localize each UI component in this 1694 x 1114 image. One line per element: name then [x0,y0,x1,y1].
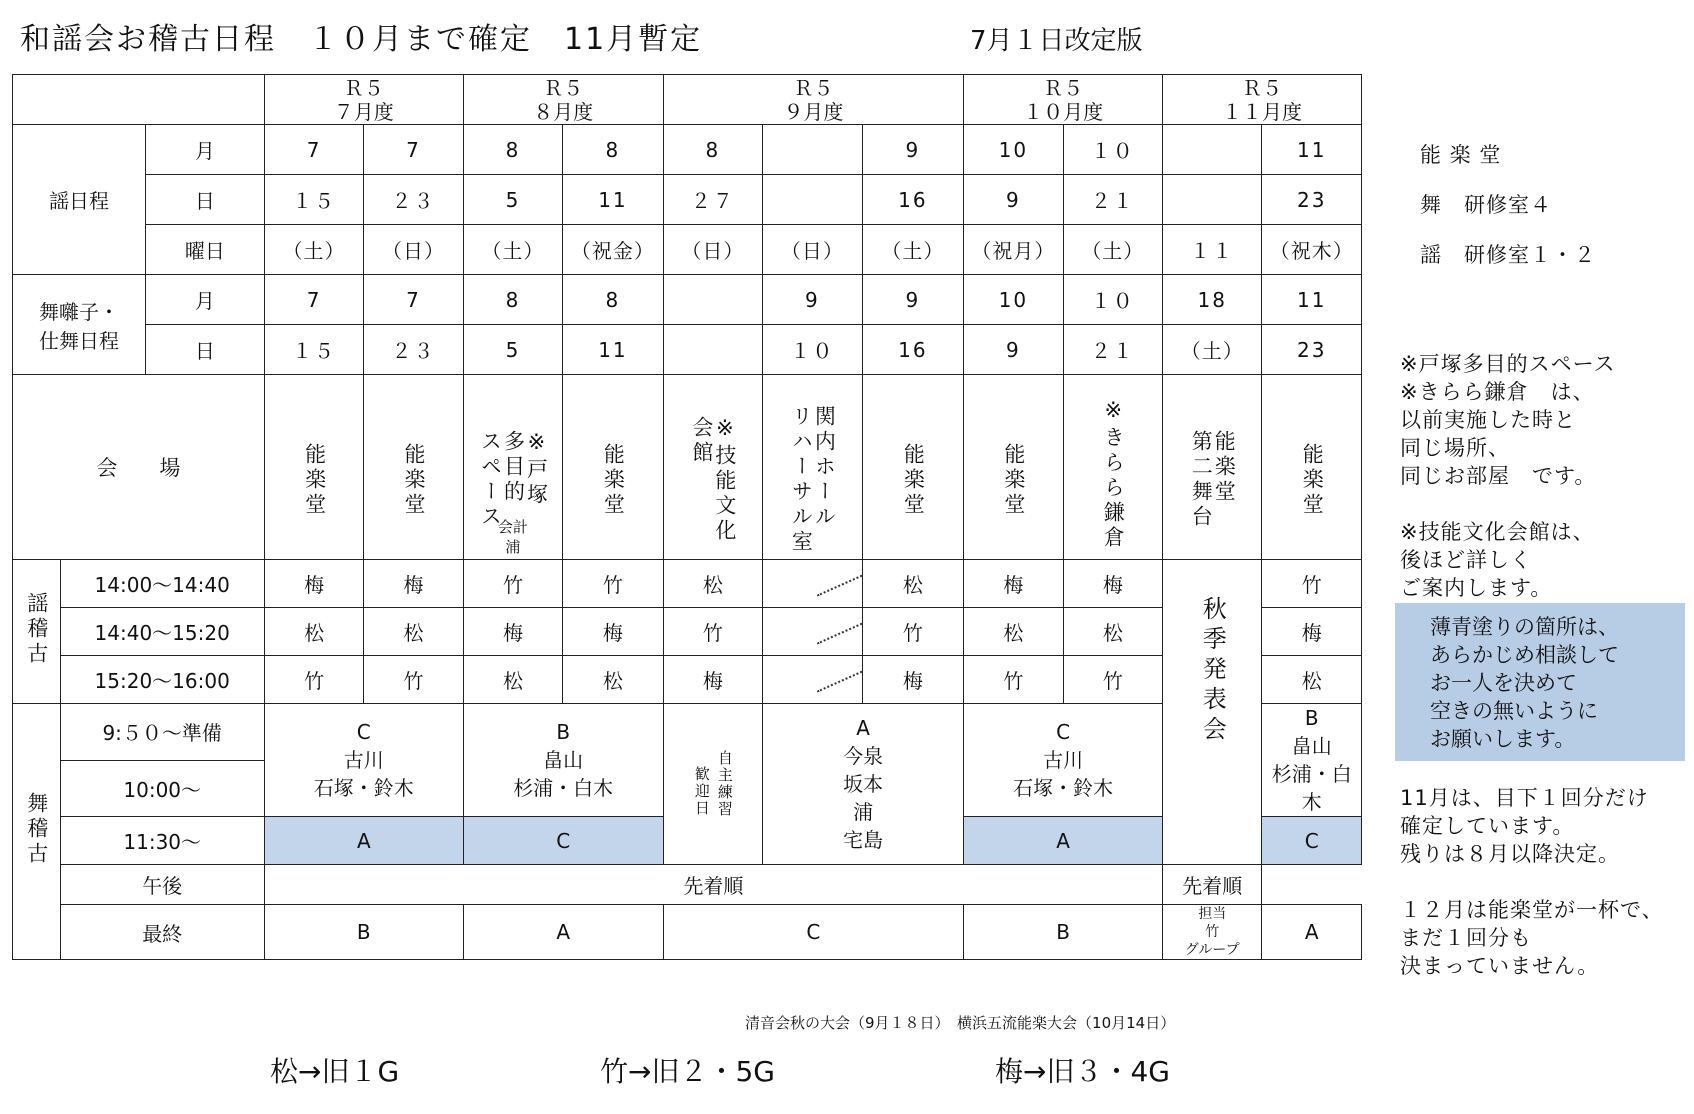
room-item: 能 楽 堂 [1420,143,1502,167]
autumn-event-cell: 秋季発表会 [1163,560,1262,865]
final-sep: C [663,905,963,960]
utai-day-cell: 9 [964,175,1063,225]
utai-month-cell: 11 [1262,125,1362,175]
utai-slot-cell: 竹 [364,656,463,704]
mai-day-cell: １０ [763,325,862,375]
venue-note: 会計 浦 [497,518,528,556]
mai-month-cell: 8 [463,275,562,325]
mai-late-aug: C [463,817,663,865]
utai-day-cell: 11 [563,175,664,225]
afternoon-row [13,865,1362,905]
utai-slot-cell: 竹 [663,608,762,656]
schedule-table [12,74,1362,960]
mai-day-cell: ２３ [364,325,463,375]
utai-month-cell [1163,125,1262,175]
mai-month-row [13,275,1362,325]
utai-slot-cell: 梅 [964,560,1063,608]
legend-take: 竹→旧２・5G [600,1055,775,1088]
utai-slot-time: 14:40～15:20 [60,608,264,656]
rooms-list [1420,130,1596,280]
utai-schedule-label: 謡日程 [13,125,146,275]
mai-schedule-label: 舞囃子・ 仕舞日程 [13,275,146,375]
mai-month-cell: 11 [1262,275,1362,325]
utai-slot-time: 15:20～16:00 [60,656,264,704]
utai-month-cell: 8 [663,125,762,175]
afternoon-label: 午後 [60,865,264,905]
legend-ume: 梅→旧３・4G [995,1055,1170,1088]
utai-month-cell: 10 [964,125,1063,175]
afternoon-cell: 先着順 [264,865,1162,905]
utai-slot-empty [763,608,862,656]
mai-group-nov: B 畠山 杉浦・白 木 [1262,704,1362,817]
mai-month-cell: 9 [763,275,862,325]
mai-day-row [13,325,1362,375]
mai-slot-time: 9:５０～準備 [60,704,264,761]
schedule-notes: 11月は、目下１回分だけ 確定しています。 残りは８月以降決定。 １２月は能楽堂が一杯で、 まだ１回分も 決まっていません。 [1400,786,1664,978]
venue-cell: ※戸塚 多目的 スペース 会計 浦 [463,375,562,560]
mai-month-cell: 10 [964,275,1063,325]
venue-cell: 関内ホール リハーサル室 [763,375,862,560]
utai-slot-cell: 竹 [964,656,1063,704]
utai-slot-cell: 松 [1262,656,1362,704]
utai-weekday-cell: （日） [663,225,762,275]
utai-day-cell: ２３ [364,175,463,225]
utai-slot-cell: 梅 [1063,560,1162,608]
utai-slot-cell: 松 [563,656,664,704]
row-label-day: 日 [145,175,264,225]
utai-slot-cell: 松 [663,560,762,608]
venue-cell: 能楽堂 第二舞台 [1163,375,1262,560]
utai-slot-cell: 梅 [663,656,762,704]
utai-month-cell: 7 [364,125,463,175]
mai-month-cell: 18 [1163,275,1262,325]
utai-weekday-cell: （祝金） [563,225,664,275]
utai-slot-cell: 竹 [563,560,664,608]
utai-slot-cell: 梅 [1262,608,1362,656]
mai-day-cell: １５ [264,325,363,375]
utai-day-cell: ２１ [1063,175,1162,225]
utai-slot-cell: 松 [964,608,1063,656]
mai-late-oct: A [964,817,1163,865]
mai-group-jul: C 古川 石塚・鈴木 [264,704,463,817]
corner-cell [13,75,265,125]
utai-slot-row [13,656,1362,704]
utai-slot-cell: 梅 [563,608,664,656]
utai-slot-cell: 竹 [862,608,964,656]
utai-slot-cell: 松 [264,608,363,656]
mai-sep-self-practice: 自主練習 歓迎日 [663,704,762,865]
utai-slot-cell: 竹 [264,656,363,704]
mai-group-oct: C 古川 石塚・鈴木 [964,704,1163,817]
utai-weekday-cell: （土） [1063,225,1162,275]
utai-month-cell [763,125,862,175]
final-aug: A [463,905,663,960]
utai-slot-cell: 梅 [264,560,363,608]
utai-weekday-cell: （祝月） [964,225,1063,275]
final-label: 最終 [60,905,264,960]
mai-day-cell: 11 [563,325,664,375]
venue-cell: ※技能文化 会館 [663,375,762,560]
month-header-sep: Ｒ５ ９月度 [663,75,963,125]
utai-slot-empty [763,656,862,704]
utai-slot-cell: 竹 [1063,656,1162,704]
utai-day-row [13,175,1362,225]
utai-slot-cell: 松 [862,560,964,608]
mai-day-cell: 23 [1262,325,1362,375]
mai-day-cell: 5 [463,325,562,375]
utai-weekday-cell: （土） [264,225,363,275]
mai-day-cell: 9 [964,325,1063,375]
utai-month-cell: １０ [1063,125,1162,175]
utai-slot-cell: 梅 [364,560,463,608]
mai-group-sep: A 今泉 坂本 浦 宅島 [763,704,964,865]
mai-day-cell: ２１ [1063,325,1162,375]
row-label-weekday: 曜日 [145,225,264,275]
utai-weekday-cell: （祝木） [1262,225,1362,275]
month-header-aug: Ｒ５ ８月度 [463,75,663,125]
edition-label: 7月１日改定版 [970,26,1143,56]
utai-weekday-cell: １１ [1163,225,1262,275]
mai-month-cell: 7 [364,275,463,325]
mai-slot-time: 11:30～ [60,817,264,865]
footnote-events: 清音会秋の大会（9月１８日） 横浜五流能楽大会（10月14日） [745,1014,1176,1032]
mai-month-cell: 7 [264,275,363,325]
utai-slot-cell: 松 [463,656,562,704]
utai-slot-time: 14:00～14:40 [60,560,264,608]
venue-cell: 能楽堂 [1262,375,1362,560]
month-header-oct: Ｒ５ １０月度 [964,75,1163,125]
utai-slot-row [13,560,1362,608]
utai-month-cell: 7 [264,125,363,175]
mai-slot-row [13,704,1362,761]
mai-slot-time: 10:00～ [60,760,264,817]
utai-month-row [13,125,1362,175]
mai-practice-label: 舞稽古 [13,704,61,960]
utai-weekday-cell: （日） [763,225,862,275]
row-label-month: 月 [145,275,264,325]
mai-day-cell [663,325,762,375]
room-item: 謡 研修室１・２ [1420,243,1596,267]
mai-late-nov: C [1262,817,1362,865]
final-jul: B [264,905,463,960]
venue-cell: 能楽堂 [563,375,664,560]
mai-month-cell: 8 [563,275,664,325]
utai-practice-label: 謡稽古 [13,560,61,704]
mai-month-cell: 9 [862,275,964,325]
afternoon-nov: 先着順 [1163,865,1262,905]
row-label-day: 日 [145,325,264,375]
month-header-row [13,75,1362,125]
legend-matsu: 松→旧１G [270,1055,400,1088]
venue-cell: 能楽堂 [964,375,1063,560]
venue-label: 会 場 [13,375,265,560]
month-header-nov: Ｒ５ １１月度 [1163,75,1362,125]
utai-slot-empty [763,560,862,608]
final-row [13,905,1362,960]
utai-day-cell: １５ [264,175,363,225]
mai-month-cell [663,275,762,325]
utai-weekday-cell: （土） [463,225,562,275]
utai-slot-cell: 梅 [463,608,562,656]
month-header-jul: Ｒ５ ７月度 [264,75,463,125]
utai-day-cell: 23 [1262,175,1362,225]
utai-slot-cell: 梅 [862,656,964,704]
utai-month-cell: 8 [563,125,664,175]
utai-slot-cell: 竹 [1262,560,1362,608]
utai-weekday-cell: （日） [364,225,463,275]
final-nov: A [1262,905,1362,960]
utai-day-cell: 16 [862,175,964,225]
room-item: 舞 研修室４ [1420,193,1552,217]
utai-weekday-row [13,225,1362,275]
utai-day-cell [1163,175,1262,225]
tanto-group-cell: 担当 竹 グループ [1163,905,1262,960]
utai-weekday-cell: （土） [862,225,964,275]
mai-day-cell: （土） [1163,325,1262,375]
utai-day-cell: 5 [463,175,562,225]
utai-slot-cell: 松 [1063,608,1162,656]
venue-cell: 能楽堂 [364,375,463,560]
blue-highlight-note: 薄青塗りの箇所は、 あらかじめ相談して お一人を決めて 空きの無いように お願いします。 [1395,603,1685,761]
mai-late-jul: A [264,817,463,865]
utai-month-cell: 9 [862,125,964,175]
utai-day-cell [763,175,862,225]
utai-day-cell: ２７ [663,175,762,225]
utai-month-cell: 8 [463,125,562,175]
mai-day-cell: 16 [862,325,964,375]
venue-cell: ※きらら鎌倉 [1063,375,1162,560]
mai-month-cell: １０ [1063,275,1162,325]
utai-slot-cell: 松 [364,608,463,656]
venue-notes: ※戸塚多目的スペース ※きらら鎌倉 は、 以前実施した時と 同じ場所、 同じお部屋 です。 ※技能文化会館は、 後ほど詳しく ご案内します。 [1400,352,1616,600]
utai-slot-cell: 竹 [463,560,562,608]
venue-row [13,375,1362,560]
final-oct: B [964,905,1163,960]
venue-cell: 能楽堂 [264,375,363,560]
row-label-month: 月 [145,125,264,175]
mai-group-aug: B 畠山 杉浦・白木 [463,704,663,817]
utai-slot-row [13,608,1362,656]
venue-cell: 能楽堂 [862,375,964,560]
page-title: 和謡会お稽古日程 １０月まで確定 11月暫定 [20,22,703,57]
